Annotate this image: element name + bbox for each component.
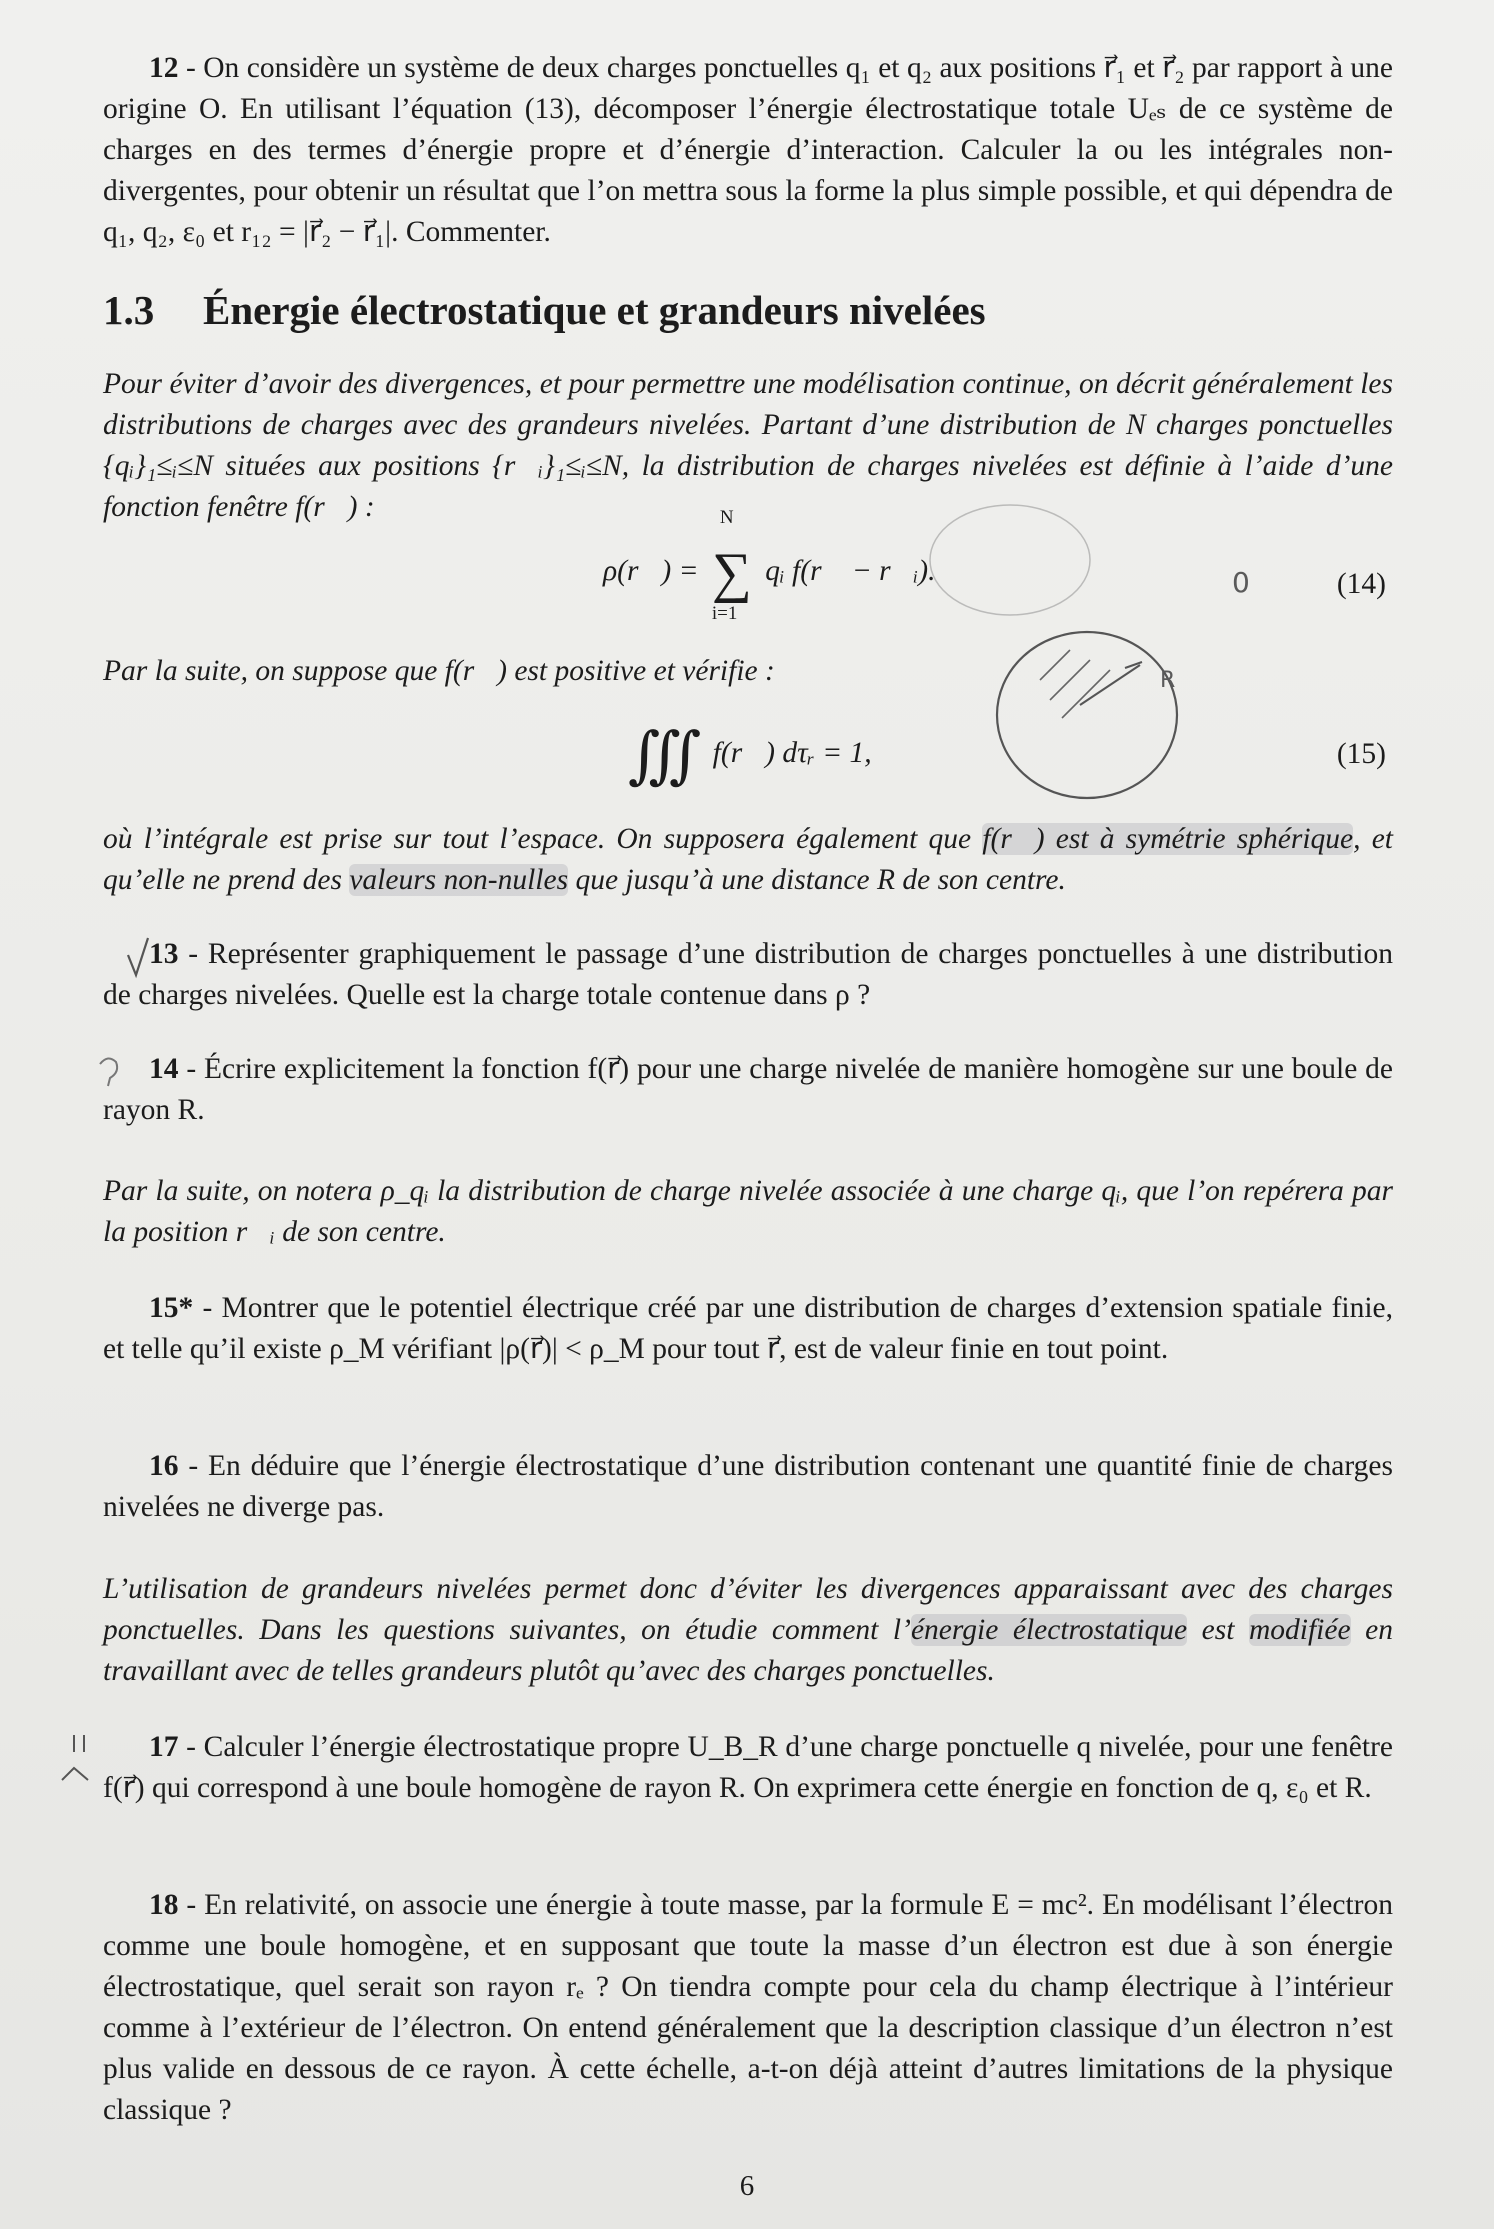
suppose-line: Par la suite, on suppose que f(r⃗) est positive et vérifie :: [103, 655, 775, 687]
equation-15-integral: ∭: [628, 722, 688, 790]
question-13-text: - Représenter graphiquement le passage d’une distribution de charges ponctuelles à une distribution de charges nivelées. Quelle est la charge totale contenue dans ρ ?: [103, 938, 1393, 1011]
question-18-number: 18: [149, 1889, 179, 1921]
where-text-1: où l’intégrale est prise sur tout l’espace. On supposera également que: [103, 823, 983, 855]
question-13-number: 13: [149, 938, 179, 970]
question-17-text: - Calculer l’énergie électrostatique propre U_B_R d’une charge ponctuelle q nivelée, pour une fenêtre f(r⃗) qui correspond à une boule homogène de rayon R. On exprimera cette énergie en fonction de q, ε₀ et R.: [103, 1731, 1393, 1804]
question-16-number: 16: [149, 1450, 179, 1482]
equation-14-sum: ∑: [711, 542, 752, 604]
question-12-text: - On considère un système de deux charges ponctuelles q₁ et q₂ aux positions r⃗₁ et r⃗₂ par rapport à une origine O. En utilisant l’équation (13), décomposer l’énergie électrostatique totale Uₑₛ de ce système de charges en des termes d’énergie propre et d’énergie d’interaction. Calculer la ou les intégrales non-divergentes, pour obtenir un résultat que l’on mettra sous la forme la plus simple possible, et qui dépendra de q₁, q₂, ε₀ et r₁₂ = |r⃗₂ − r⃗₁|. Commenter.: [103, 52, 1393, 248]
question-12-number: 12: [149, 52, 179, 84]
pencil-zero: 0: [1232, 566, 1250, 599]
equation-14-lower: i=1: [711, 603, 738, 624]
usage-text-1: L’utilisation de grandeurs nivelées permet donc d’éviter les divergences apparaissant avec des charges ponctuelles. Dans les questions suivantes, on étudie comment l’: [103, 1573, 1393, 1646]
question-16-text: - En déduire que l’énergie électrostatique d’une distribution contenant une quantité finie de charges nivelées ne diverge pas.: [103, 1450, 1393, 1523]
question-18-text: - En relativité, on associe une énergie à toute masse, par la formule E = mc². En modélisant l’électron comme une boule homogène, et en supposant que toute la masse d’un électron est due à son énergie électrostatique, quel serait son rayon rₑ ? On tiendra compte pour cela du champ électrique à l’intérieur comme à l’extérieur de l’électron. On entend généralement que la description classique d’un électron n’est plus valide en dessous de ce rayon. À cette échelle, a-t-on déjà atteint d’autres limitations de la physique classique ?: [103, 1889, 1393, 2126]
page-number: 6: [739, 2170, 755, 2202]
usage-highlight-2: modifiée: [1248, 1614, 1351, 1646]
equation-15-number: (15): [1336, 738, 1386, 770]
equation-14-rhs: qᵢ f(r⃗ − r⃗ᵢ).: [765, 554, 936, 587]
equation-14-lhs: ρ(r⃗) =: [603, 554, 699, 587]
question-15-number: 15*: [149, 1292, 194, 1324]
where-text-3: que jusqu’à une distance R de son centre.: [568, 864, 1066, 896]
usage-text-2: est: [1187, 1614, 1249, 1646]
notation-paragraph: Par la suite, on notera ρ_qᵢ la distribution de charge nivelée associée à une charge qᵢ, que l’on repérera par la position r⃗ᵢ de son centre.: [103, 1175, 1393, 1248]
equation-14-number: (14): [1336, 568, 1386, 600]
question-17-number: 17: [149, 1731, 179, 1763]
intro-paragraph: Pour éviter d’avoir des divergences, et pour permettre une modélisation continue, on décrit généralement les distributions de charges avec des grandeurs nivelées. Partant d’une distribution de N charges ponctuelles {qᵢ}₁≤ᵢ≤N situées aux positions {r⃗ᵢ}₁≤ᵢ≤N, la distribution de charges nivelées est définie à l’aide d’une fonction fenêtre f(r⃗) :: [103, 368, 1393, 523]
where-text-2: , et qu’elle ne prend des: [103, 823, 1393, 896]
usage-text-3: en travaillant avec de telles grandeurs plutôt qu’avec des charges ponctuelles.: [103, 1614, 1393, 1687]
section-title: Énergie électrostatique et grandeurs nivelées: [203, 287, 986, 333]
question-14-number: 14: [149, 1053, 179, 1085]
usage-highlight-1: énergie électrostatique: [910, 1614, 1188, 1646]
pencil-radius-label: R: [1160, 668, 1176, 693]
equation-15-body: f(r⃗) dτᵣ = 1,: [712, 736, 872, 769]
equation-14-upper: N: [719, 507, 734, 528]
question-14-text: - Écrire explicitement la fonction f(r⃗) pour une charge nivelée de manière homogène sur une boule de rayon R.: [103, 1053, 1393, 1126]
question-15-text: - Montrer que le potentiel électrique créé par une distribution de charges d’extension spatiale finie, et telle qu’il existe ρ_M vérifiant |ρ(r⃗)| < ρ_M pour tout r⃗, est de valeur finie en tout point.: [103, 1292, 1393, 1365]
where-highlight-1: f(r⃗) est à symétrie sphérique: [982, 823, 1354, 855]
section-number: 1.3: [103, 287, 155, 333]
where-highlight-2: valeurs non-nulles: [349, 864, 569, 896]
